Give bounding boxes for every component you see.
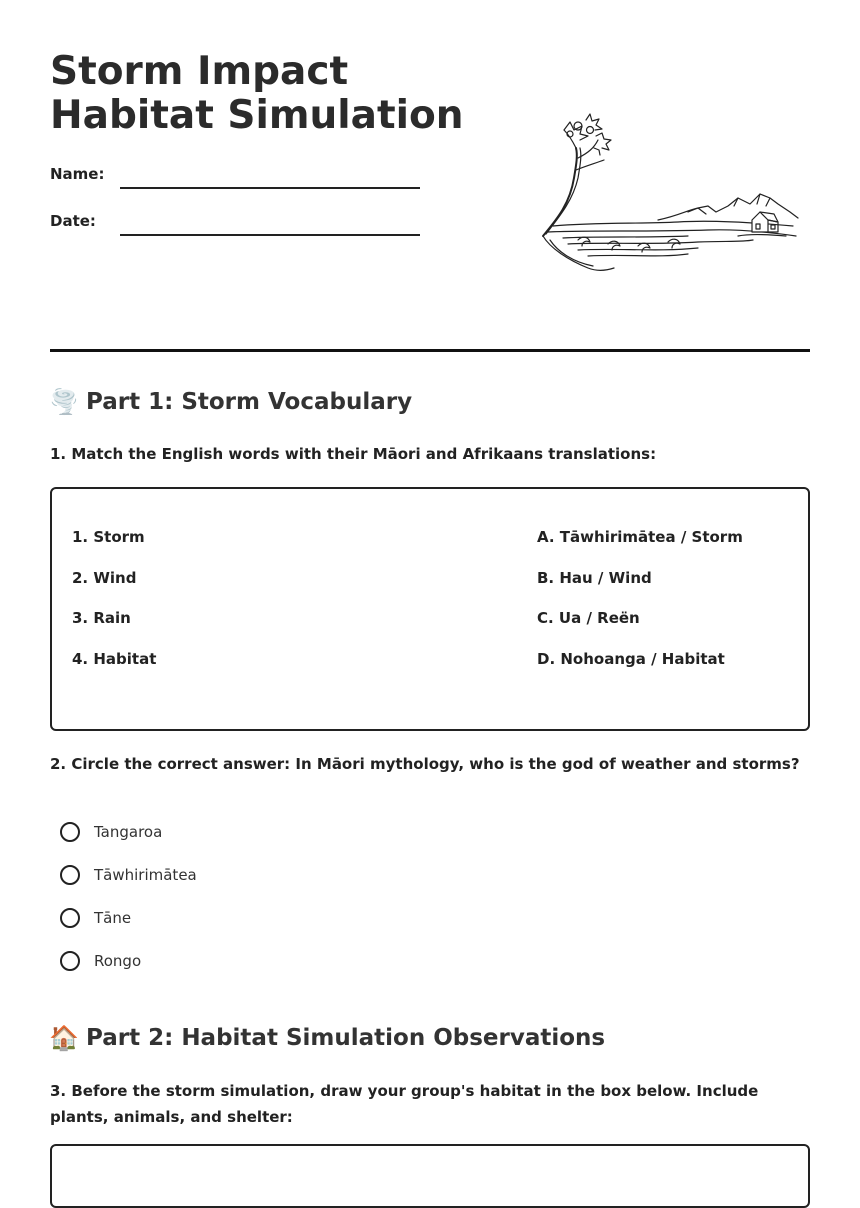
worksheet-title: Storm Impact Habitat Simulation — [50, 49, 464, 138]
question-1: 1. Match the English words with their Māori and Afrikaans translations: — [50, 445, 657, 463]
house-icon: 🏠 — [49, 1024, 79, 1052]
name-label: Name: — [50, 165, 105, 183]
coastal-landscape-illustration — [538, 108, 803, 278]
radio-circle-icon[interactable] — [60, 908, 80, 928]
radio-circle-icon[interactable] — [60, 865, 80, 885]
answer-option-label: Rongo — [94, 952, 142, 970]
match-left-item[interactable]: 2. Wind — [72, 569, 137, 587]
part2-heading-text: Part 2: Habitat Simulation Observations — [86, 1025, 606, 1051]
part1-heading-text: Part 1: Storm Vocabulary — [86, 389, 413, 415]
section-divider — [50, 349, 810, 352]
question-2: 2. Circle the correct answer: In Māori mythology, who is the god of weather and storms? — [50, 755, 800, 773]
name-field[interactable] — [120, 187, 420, 189]
tornado-icon: 🌪️ — [49, 388, 79, 416]
match-right-item[interactable]: B. Hau / Wind — [537, 569, 652, 587]
answer-option[interactable] — [60, 908, 131, 928]
part2-heading — [50, 1024, 605, 1052]
answer-option-label: Tāwhirimātea — [94, 866, 197, 884]
worksheet-page — [50, 0, 810, 1161]
match-left-item[interactable]: 4. Habitat — [72, 650, 157, 668]
match-right-item[interactable]: D. Nohoanga / Habitat — [537, 650, 725, 668]
answer-option-label: Tāne — [94, 909, 132, 927]
match-right-item[interactable]: C. Ua / Reën — [537, 609, 640, 627]
habitat-drawing-box[interactable] — [50, 1144, 810, 1208]
answer-option-label: Tangaroa — [94, 823, 163, 841]
answer-option[interactable] — [60, 951, 141, 971]
answer-option[interactable] — [60, 865, 197, 885]
question-3: 3. Before the storm simulation, draw your group's habitat in the box below. Include plants, animals, and shelter: — [50, 1082, 759, 1126]
date-field[interactable] — [120, 234, 420, 236]
matching-box — [50, 487, 810, 731]
date-label: Date: — [50, 212, 96, 230]
part1-heading — [50, 388, 412, 416]
answer-option[interactable] — [60, 822, 162, 842]
match-left-item[interactable]: 1. Storm — [72, 528, 145, 546]
match-left-item[interactable]: 3. Rain — [72, 609, 131, 627]
match-right-item[interactable]: A. Tāwhirimātea / Storm — [537, 528, 743, 546]
radio-circle-icon[interactable] — [60, 951, 80, 971]
radio-circle-icon[interactable] — [60, 822, 80, 842]
